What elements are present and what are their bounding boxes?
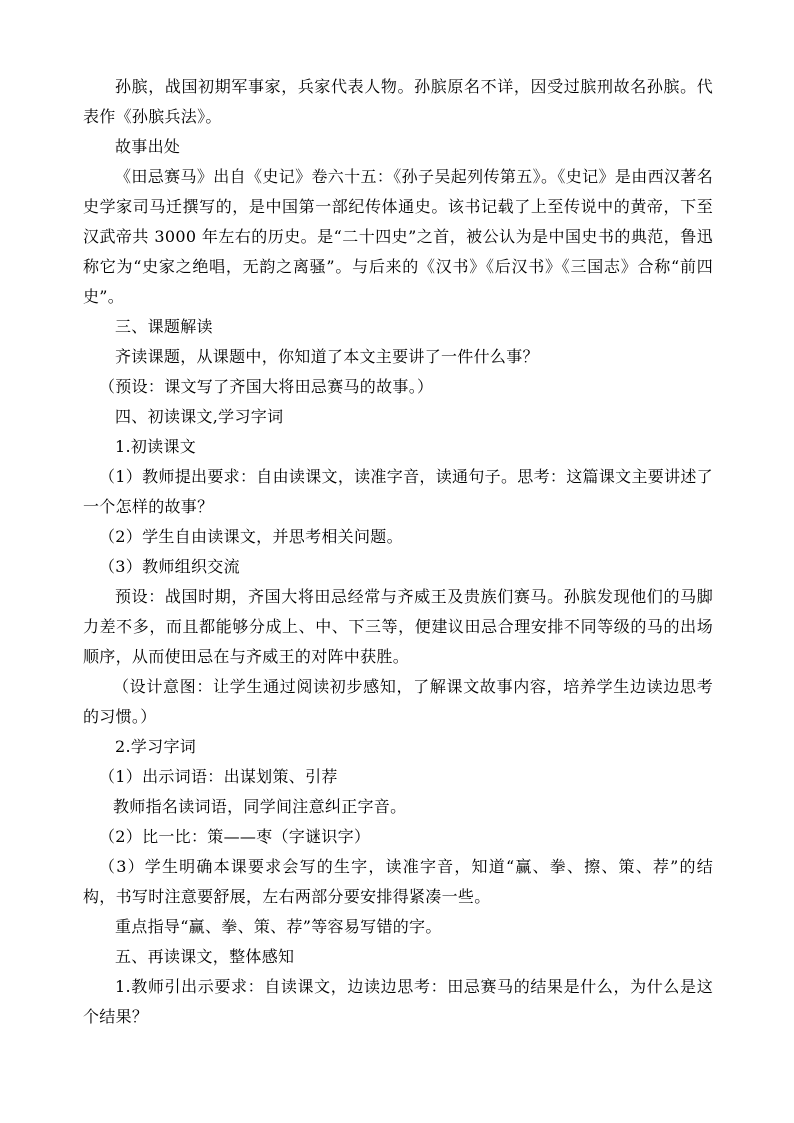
paragraph-reread-step-1: 1.教师引出示要求：自读课文，边读边思考：田忌赛马的结果是什么，为什么是这个结果？ xyxy=(83,977,713,1026)
heading-vocabulary: 2.学习字词 xyxy=(115,737,197,756)
paragraph-story-source: 《田忌赛马》出自《史记》卷六十五：《孙子吴起列传第五》。《史记》是由西汉著名史学家司马迁撰写的，是中国第一部纪传体通史。该书记载了上至传说中的黄帝，下至汉武帝共 3000 年左右的历史。是“二十四史”之首，被公认为是中国史书的典范，鲁迅称它为“史家之绝唱，无韵之离骚”。与后来的《汉书》《后汉书》《三国志》合称“前四史”。 xyxy=(83,167,713,306)
paragraph-vocab-step-3: （3）学生明确本课要求会写的生字，读准字音，知道“赢、拳、擦、策、荐”的结构，书写时注意要舒展，左右两部分要安排得紧凑一些。 xyxy=(83,857,713,906)
paragraph-key-guidance: 重点指导“赢、拳、策、荐”等容易写错的字。 xyxy=(115,917,442,936)
paragraph-step-3: （3）教师组织交流 xyxy=(99,557,240,576)
heading-section-5: 五、再读课文，整体感知 xyxy=(115,947,295,966)
paragraph-teacher-reading: 教师指名读词语，同学间注意纠正字音。 xyxy=(113,797,407,816)
heading-first-reading: 1.初读课文 xyxy=(115,437,197,456)
document-page xyxy=(83,72,713,1032)
paragraph-preset-1: （预设：课文写了齐国大将田忌赛马的故事。） xyxy=(99,377,434,396)
paragraph-step-1: （1）教师提出要求：自由读课文，读准字音，读通句子。思考：这篇课文主要讲述了一个怎样的故事？ xyxy=(83,467,713,516)
heading-section-3: 三、课题解读 xyxy=(115,317,213,336)
heading-section-4: 四、初读课文,学习字词 xyxy=(115,407,284,426)
heading-story-source: 故事出处 xyxy=(115,137,181,156)
paragraph-vocab-step-1: （1）出示词语：出谋划策、引荐 xyxy=(99,767,338,786)
paragraph-design-intent: （设计意图：让学生通过阅读初步感知，了解课文故事内容，培养学生边读边思考的习惯。） xyxy=(83,677,713,726)
paragraph-step-2: （2）学生自由读课文，并思考相关问题。 xyxy=(99,527,403,546)
paragraph-vocab-step-2: （2）比一比：策——枣（字谜识字） xyxy=(99,827,371,846)
paragraph-title-reading: 齐读课题，从课题中，你知道了本文主要讲了一件什么事？ xyxy=(115,347,539,366)
paragraph-preset-2: 预设：战国时期，齐国大将田忌经常与齐威王及贵族们赛马。孙膑发现他们的马脚力差不多，而且都能够分成上、中、下三等，便建议田忌合理安排不同等级的马的出场顺序，从而使田忌在与齐威王的对阵中获胜。 xyxy=(83,587,713,666)
paragraph-sun-bin-intro: 孙膑，战国初期军事家，兵家代表人物。孙膑原名不详，因受过膑刑故名孙膑。代表作《孙膑兵法》。 xyxy=(83,77,713,126)
